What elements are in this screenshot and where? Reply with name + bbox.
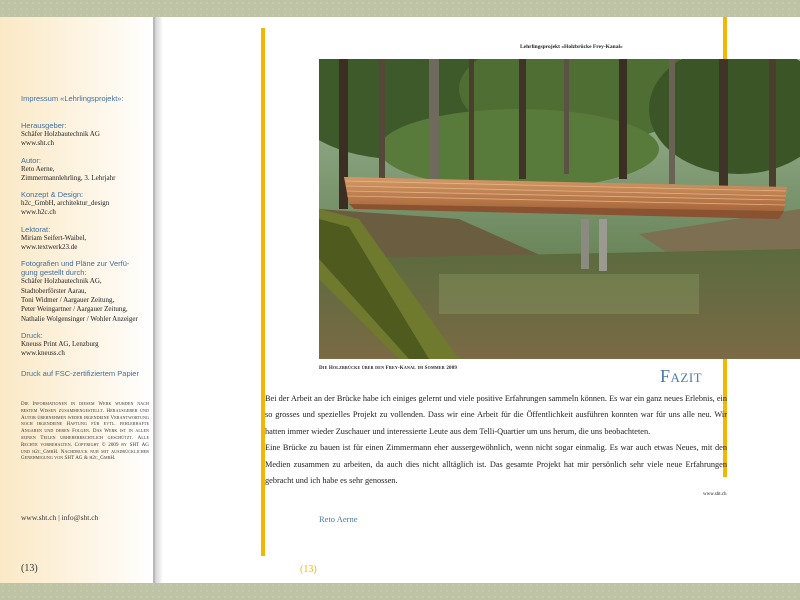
imprint-title: Impressum «Lehrlingsprojekt»: xyxy=(21,94,124,103)
paragraph: Bei der Arbeit an der Brücke habe ich einiges gelernt und viele positive Erfahrungen sammeln können. Es war ein ganz neues Erlebnis, ein so grosses und spezielles Projekt zu vollenden. Dass wir eine Arbeit für die Öffentlichkeit ausführen konnten war für uns alle neu. Wir hatten immer wieder Zuschauer und interessierte Leute aus dem Telli-Quartier um uns herum, die uns beobachteten. xyxy=(265,394,727,436)
publisher-heading: Herausgeber: xyxy=(21,121,67,130)
photo-credits-heading: Fotografien und Pläne zur Verfü- xyxy=(21,259,130,269)
design-url: www.h2c.ch xyxy=(21,208,56,217)
section-title: Fazit xyxy=(660,366,703,386)
footer-url: www.sht.ch xyxy=(703,492,727,497)
credit-line: Schäfer Holzbautechnik AG, xyxy=(21,277,102,286)
design-block xyxy=(21,190,153,218)
editor-url: www.textwerk23.de xyxy=(21,243,78,252)
article-body xyxy=(265,391,727,489)
printer-url: www.kneuss.ch xyxy=(21,349,65,358)
contact-links: www.sht.ch | info@sht.ch xyxy=(21,513,99,522)
page-number-left: (13) xyxy=(21,563,38,574)
imprint-section xyxy=(21,94,153,378)
author-heading: Autor: xyxy=(21,155,42,165)
author-signature: Reto Aerne xyxy=(319,514,358,524)
spine-shadow xyxy=(155,17,163,583)
photo-credits-heading-cont: gung gestellt durch: xyxy=(21,268,87,278)
paragraph: Eine Brücke zu bauen ist für einen Zimmermann eher aussergewöhnlich, wenn nicht sogar einmalig. Es war auch etwas Neues, mit den Medien zusammen zu arbeiten, da auch dies nicht alltäglich ist. Das gesamte Projekt hat mir persönlich sehr viele neue Erfahrungen gebracht und ich habe es sehr genossen. xyxy=(265,443,727,486)
print-heading: Druck: xyxy=(21,330,43,340)
copyright-disclaimer: Die Informationen in diesem Werk wurden nach bestem Wissen zusammengestellt. Herausgeber und Autor übernehmen weder irgendeine Verantwortung noch irgendeine Haftung für evtl. fehlerhafte Angaben und deren Folgen. Das Werk ist in allen seinen Teilen urheberrechtlich geschützt. Alle Rechte vorbehalten. Copyright © 2009 by SHT AG und h2c_GmbH. Nachdruck nur mit ausdrücklicher Genehmigung von SHT AG & h2c_GmbH. xyxy=(21,402,149,462)
credit-line: Toni Widmer / Aargauer Zeitung, xyxy=(21,295,115,304)
credit-line: Nathalie Wolgensinger / Wohler Anzeiger xyxy=(21,314,138,323)
running-header: Lehrlingsprojekt «Holzbrücke Frey-Kanal» xyxy=(520,44,623,50)
publisher-block xyxy=(21,121,153,149)
editor-name: Miriam Seifert-Waibel, xyxy=(21,233,87,242)
credit-line: Peter Weingartner / Aargauer Zeitung, xyxy=(21,305,128,314)
author-name: Reto Aerne, xyxy=(21,164,55,173)
print-block xyxy=(21,331,153,359)
author-role: Zimmermannlehrling, 3. Lehrjahr xyxy=(21,173,116,182)
bridge-photo-image xyxy=(319,59,800,359)
printer-name: Kneuss Print AG, Lenzburg xyxy=(21,339,99,348)
book-spread xyxy=(0,17,800,583)
bridge-photo xyxy=(319,59,800,359)
credit-line: Stadtoberförster Aarau, xyxy=(21,286,87,295)
imprint-page xyxy=(0,17,155,583)
page-number-right: (13) xyxy=(300,564,317,575)
author-block xyxy=(21,156,153,184)
fsc-note: Druck auf FSC-zertifiziertem Papier xyxy=(21,369,139,379)
photo-caption: Die Holzbrücke über den Frey-Kanal im Sommer 2009 xyxy=(319,366,458,371)
publisher-url: www.sht.ch xyxy=(21,139,54,148)
photo-credits-block xyxy=(21,259,153,323)
publisher-name: Schäfer Holzbautechnik AG xyxy=(21,130,100,138)
design-company: h2c_GmbH, architektur_design xyxy=(21,199,110,208)
editing-heading: Lektorat: xyxy=(21,224,51,234)
design-heading: Konzept & Design: xyxy=(21,190,84,200)
editing-block xyxy=(21,225,153,253)
